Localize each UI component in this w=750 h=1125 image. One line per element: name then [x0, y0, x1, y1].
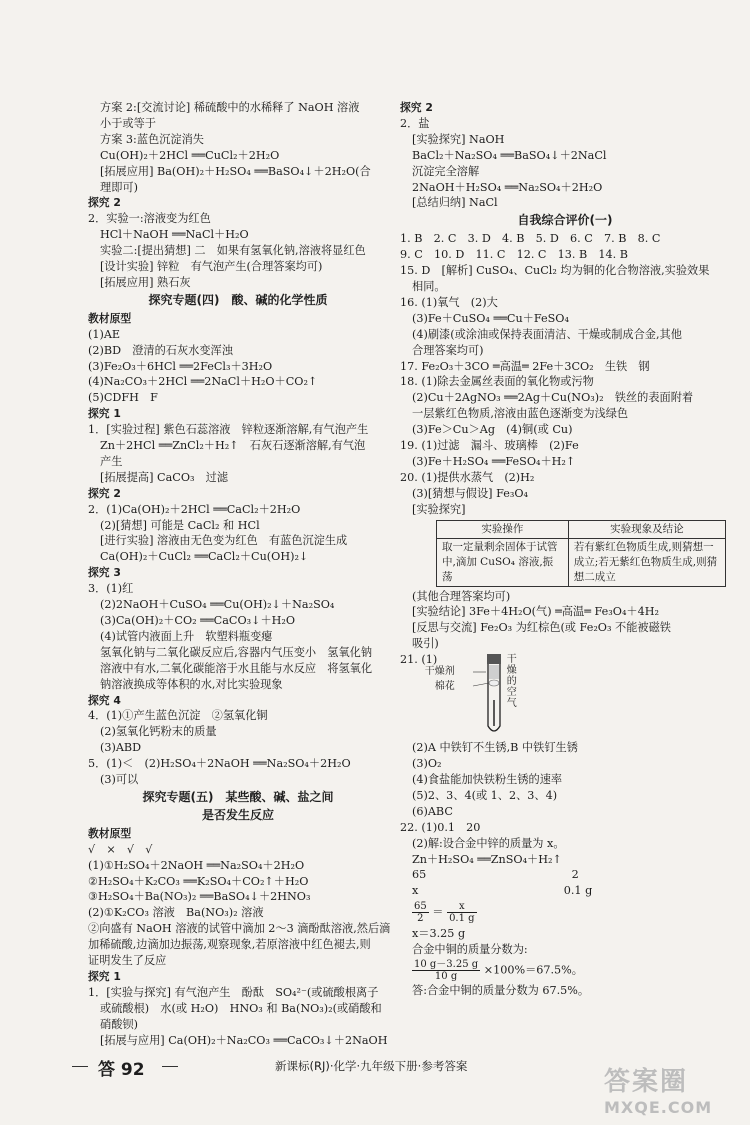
- subsection-label: 探究 3: [88, 566, 121, 580]
- answer-line: (3)O₂: [412, 757, 442, 771]
- answer-line: 17. Fe₂O₃＋3CO ═高温═ 2Fe＋3CO₂ 生铁 钢: [400, 359, 650, 373]
- answer-line: 16. (1)氧气 (2)大: [400, 295, 498, 309]
- answer-line: [实验探究]: [412, 502, 466, 516]
- answer-line: 22. (1)0.1 20: [400, 820, 481, 834]
- ratio-equals: ＝: [432, 905, 444, 919]
- table-cell-operation: 取一定量剩余固体于试管中,滴加 CuSO₄ 溶液,振荡: [437, 538, 569, 586]
- mass-fraction-num: 10 g－3.25 g: [414, 959, 479, 971]
- label-cotton: 棉花: [434, 681, 455, 693]
- answer-line: 理即可): [100, 180, 138, 194]
- footer-dash-left: [72, 1066, 88, 1067]
- answer-line: (3)Fe＋CuSO₄ ══Cu＋FeSO₄: [412, 311, 569, 325]
- experiment-table: [436, 520, 726, 587]
- answer-line: [实验结论] 3Fe＋4H₂O(气) ═高温═ Fe₃O₄＋4H₂: [412, 605, 659, 619]
- answer-line: 溶液中有水,二氧化碳能溶于水且能与水反应 将氢氧化: [100, 661, 373, 675]
- desiccant-fill: [489, 665, 499, 679]
- answer-line: (4)Na₂CO₃＋2HCl ══2NaCl＋H₂O＋CO₂↑: [88, 375, 318, 389]
- answer-line: (1)AE: [88, 327, 121, 341]
- answer-line: (3)ABD: [100, 741, 142, 755]
- answer-line: (1)①H₂SO₄＋2NaOH ══Na₂SO₄＋2H₂O: [88, 858, 305, 872]
- ratio-left-den: 2: [417, 913, 424, 925]
- answer-line: 合理答案均可): [412, 343, 484, 357]
- answer-line: 一层紫红色物质,溶液由蓝色逐渐变为浅绿色: [412, 407, 629, 421]
- answer-line: 氢氧化钠与二氧化碳反应后,容器内气压变小 氢氧化钠: [100, 645, 373, 659]
- table-cell-phenomenon: 若有紫红色物质生成,则猜想一成立;若无紫红色物质生成,则猜想二成立: [568, 538, 725, 586]
- answer-line: (4)食盐能加快铁粉生锈的速率: [412, 773, 563, 786]
- answer-line: ②H₂SO₄＋K₂CO₃ ══K₂SO₄＋CO₂↑＋H₂O: [88, 874, 309, 888]
- ratio-right-den: 0.1 g: [449, 913, 475, 925]
- right-top-block: [400, 100, 730, 518]
- answer-line: ②向盛有 NaOH 溶液的试管中滴加 2～3 滴酚酞溶液,然后滴: [88, 922, 391, 936]
- answer-line: 实验二:[提出猜想] 二 如果有氢氧化钠,溶液将显红色: [100, 244, 366, 258]
- answer-line: √ × √ √: [88, 842, 153, 856]
- answer-line: [设计实验] 锌粒 有气泡产生(合理答案均可): [100, 260, 323, 274]
- answer-line: Ca(OH)₂＋CuCl₂ ══CaCl₂＋Cu(OH)₂↓: [100, 550, 309, 564]
- answer-line: (2)BD 澄清的石灰水变浑浊: [88, 343, 233, 357]
- section-heading: 是否发生反应: [201, 807, 274, 822]
- answer-line: (2)2NaOH＋CuSO₄ ══Cu(OH)₂↓＋Na₂SO₄: [100, 598, 335, 612]
- answer-line: (4)刷漆(或涂油或保持表面清洁、干燥或制成合金,其他: [412, 327, 682, 341]
- footer-text: 新课标(RJ)·化学·九年级下册·参考答案: [275, 1059, 468, 1073]
- answer-line: (3)[猜想与假设] Fe₃O₄: [412, 486, 528, 500]
- table-header-phenomenon: 实验现象及结论: [568, 520, 725, 538]
- answer-line: 1．[实验过程] 紫色石蕊溶液 锌粒逐渐溶解,有气泡产生: [88, 423, 369, 437]
- answer-line: (3)Fe＞Cu＞Ag (4)铜(或 Cu): [412, 423, 573, 437]
- answer-line: BaCl₂＋Na₂SO₄ ══BaSO₄↓＋2NaCl: [412, 148, 607, 162]
- answer-line: 加稀硫酸,边滴加边振荡,观察现象,若原溶液中红色褪去,则: [88, 938, 371, 952]
- answer-line: Zn＋2HCl ══ZnCl₂＋H₂↑ 石灰石逐渐溶解,有气泡: [100, 439, 366, 453]
- mass-fraction-tail: ×100%＝67.5%。: [483, 963, 583, 977]
- subsection-label: 探究 1: [88, 407, 121, 421]
- right-mid-block: [400, 589, 730, 653]
- right-bottom-block: [400, 740, 730, 899]
- answer-line: 2．实验一:溶液变为红色: [88, 212, 211, 226]
- answer-line: [实验探究] NaOH: [412, 132, 505, 146]
- test-tube-diagram: [424, 652, 549, 738]
- answer-line: (2)A 中铁钉不生锈,B 中铁钉生锈: [412, 741, 578, 755]
- answer-line: (其他合理答案均可): [412, 589, 511, 603]
- mass-fraction: [412, 959, 480, 982]
- answer-line: (2)氢氧化钙粉末的质量: [100, 725, 217, 739]
- answer-line: 5．(1)＜ (2)H₂SO₄＋2NaOH ══Na₂SO₄＋2H₂O: [88, 757, 351, 771]
- cotton-shape: [489, 680, 499, 686]
- answer-line: 4．(1)①产生蓝色沉淀 ②氢氧化铜: [88, 709, 268, 723]
- answer-line: (2)[猜想] 可能是 CaCl₂ 和 HCl: [100, 518, 260, 532]
- answer-line: 9. C 10. D 11. C 12. C 13. B 14. B: [400, 248, 629, 262]
- section-heading: 探究专题(五) 某些酸、碱、盐之间: [142, 789, 334, 804]
- answer-line: (2)解:设合金中锌的质量为 x。: [412, 836, 565, 850]
- answer-line: 1. B 2. C 3. D 4. B 5. D 6. C 7. B 8. C: [400, 232, 661, 246]
- answer-line: 3．(1)红: [88, 582, 134, 596]
- ratio-left: [412, 901, 429, 924]
- answer-line: [总结归纳] NaCl: [412, 196, 498, 210]
- subsection-label: 探究 4: [88, 693, 121, 707]
- answer-line: 15. D [解析] CuSO₄、CuCl₂ 均为铜的化合物溶液,实验效果: [400, 264, 710, 278]
- answer-line: 小于或等于: [100, 116, 156, 130]
- section-heading: 探究专题(四) 酸、碱的化学性质: [148, 292, 328, 307]
- answer-line: 沉淀完全溶解: [412, 164, 480, 178]
- answer-line: (4)试管内液面上升 软塑料瓶变瘪: [100, 629, 273, 643]
- q21-row: [400, 652, 730, 740]
- answer-line: (3)Ca(OH)₂＋CO₂ ══CaCO₃↓＋H₂O: [100, 614, 296, 627]
- mass-fraction-equation: [400, 959, 730, 982]
- answer-line: (5)CDFH F: [88, 391, 158, 405]
- x-result: x＝3.25 g: [412, 927, 466, 941]
- answer-line: 硝酸钡): [100, 1017, 138, 1031]
- answer-line: [拓展提高] CaCO₃ 过滤: [100, 470, 229, 484]
- answer-line: Zn＋H₂SO₄ ══ZnSO₄＋H₂↑: [412, 852, 562, 866]
- subsection-label: 教材原型: [88, 311, 132, 325]
- ratio-left-num: 65: [414, 901, 427, 913]
- left-column: [88, 100, 391, 1048]
- watermark-title: 答案圈: [604, 1067, 689, 1097]
- label-dry-air: 干燥的空气: [506, 654, 517, 710]
- answer-line: (3)Fe₂O₃＋6HCl ══2FeCl₃＋3H₂O: [88, 359, 273, 373]
- stopper-shape: [487, 654, 501, 664]
- answer-line: 2NaOH＋H₂SO₄ ══Na₂SO₄＋2H₂O: [412, 180, 603, 194]
- answer-line: 钠溶液换成等体积的水,对比实验现象: [100, 677, 283, 691]
- answer-line: [反思与交流] Fe₂O₃ 为红棕色(或 Fe₂O₃ 不能被磁铁: [412, 621, 671, 635]
- answer-line: 产生: [100, 454, 123, 468]
- subsection-label: 教材原型: [88, 826, 132, 840]
- subsection-label: 探究 2: [88, 486, 121, 500]
- answer-line: [拓展应用] 熟石灰: [100, 275, 191, 289]
- watermark-url: MXQE.COM: [604, 1098, 713, 1117]
- ratio-right: [447, 901, 476, 924]
- mass-fraction-den: 10 g: [434, 971, 458, 983]
- right-column: [400, 100, 730, 999]
- test-tube-icon: [449, 652, 549, 738]
- mass-fraction-intro: 合金中铜的质量分数为:: [412, 943, 528, 957]
- answer-line: (2)Cu＋2AgNO₃ ══2Ag＋Cu(NO₃)₂ 铁丝的表面附着: [412, 391, 694, 405]
- subsection-label: 探究 1: [88, 969, 121, 983]
- answer-line: 19. (1)过滤 漏斗、玻璃棒 (2)Fe: [400, 439, 579, 453]
- watermark-logo: [604, 1061, 744, 1121]
- page-number: 答 92: [98, 1060, 145, 1080]
- answer-line: 18. (1)除去金属丝表面的氧化物或污物: [400, 375, 594, 389]
- answer-line: (3)Fe＋H₂SO₄ ══FeSO₄＋H₂↑: [412, 454, 576, 468]
- answer-line: 65 2: [412, 868, 579, 882]
- answer-line: 吸引): [412, 637, 439, 651]
- ratio-equation: [400, 901, 730, 924]
- answer-line: 2．盐: [400, 116, 430, 130]
- answer-line: x 0.1 g: [412, 884, 593, 898]
- answer-line: ③H₂SO₄＋Ba(NO₃)₂ ══BaSO₄↓＋2HNO₃: [88, 890, 311, 904]
- answer-line: (6)ABC: [412, 804, 453, 818]
- answer-line: (5)2、3、4(或 1、2、3、4): [412, 788, 558, 802]
- answer-line: Cu(OH)₂＋2HCl ══CuCl₂＋2H₂O: [100, 148, 280, 162]
- answer-line: [拓展与应用] Ca(OH)₂＋Na₂CO₃ ══CaCO₃↓＋2NaOH: [100, 1033, 388, 1047]
- answer-line: [拓展应用] Ba(OH)₂＋H₂SO₄ ══BaSO₄↓＋2H₂O(合: [100, 164, 371, 178]
- subsection-label: 探究 2: [88, 196, 121, 210]
- answer-line: 20. (1)提供水蒸气 (2)H₂: [400, 470, 535, 484]
- answer-line: 方案 2:[交流讨论] 稀硫酸中的水稀释了 NaOH 溶液: [100, 101, 360, 114]
- label-desiccant: 干燥剂: [424, 666, 455, 678]
- answer-line: 2．(1)Ca(OH)₂＋2HCl ══CaCl₂＋2H₂O: [88, 502, 301, 516]
- page-footer: [70, 1055, 670, 1079]
- answer-line: 方案 3:蓝色沉淀消失: [100, 132, 204, 146]
- ratio-right-num: x: [447, 901, 476, 913]
- answer-line: 1．[实验与探究] 有气泡产生 酚酞 SO₄²⁻(或硫酸根离子: [88, 985, 379, 999]
- section-heading: 自我综合评价(一): [517, 213, 613, 228]
- cotton-pointer: [473, 683, 489, 686]
- answer-line: HCl＋NaOH ══NaCl＋H₂O: [100, 228, 249, 242]
- answer-line: 或硫酸根) 水(或 H₂O) HNO₃ 和 Ba(NO₃)₂(或硝酸和: [100, 1001, 382, 1015]
- footer-dash-right: [162, 1066, 178, 1067]
- answer-line: (3)可以: [100, 773, 139, 787]
- table-header-operation: 实验操作: [437, 520, 569, 538]
- final-answer: 答:合金中铜的质量分数为 67.5%。: [412, 984, 590, 998]
- answer-line: (2)①K₂CO₃ 溶液 Ba(NO₃)₂ 溶液: [88, 906, 264, 920]
- subsection-label: 探究 2: [400, 101, 433, 114]
- q21-label: 21. (1): [400, 653, 438, 667]
- answer-line: [进行实验] 溶液由无色变为红色 有蓝色沉淀生成: [100, 534, 348, 548]
- answer-line: 相同。: [412, 279, 446, 293]
- answer-line: 证明发生了反应: [88, 954, 167, 968]
